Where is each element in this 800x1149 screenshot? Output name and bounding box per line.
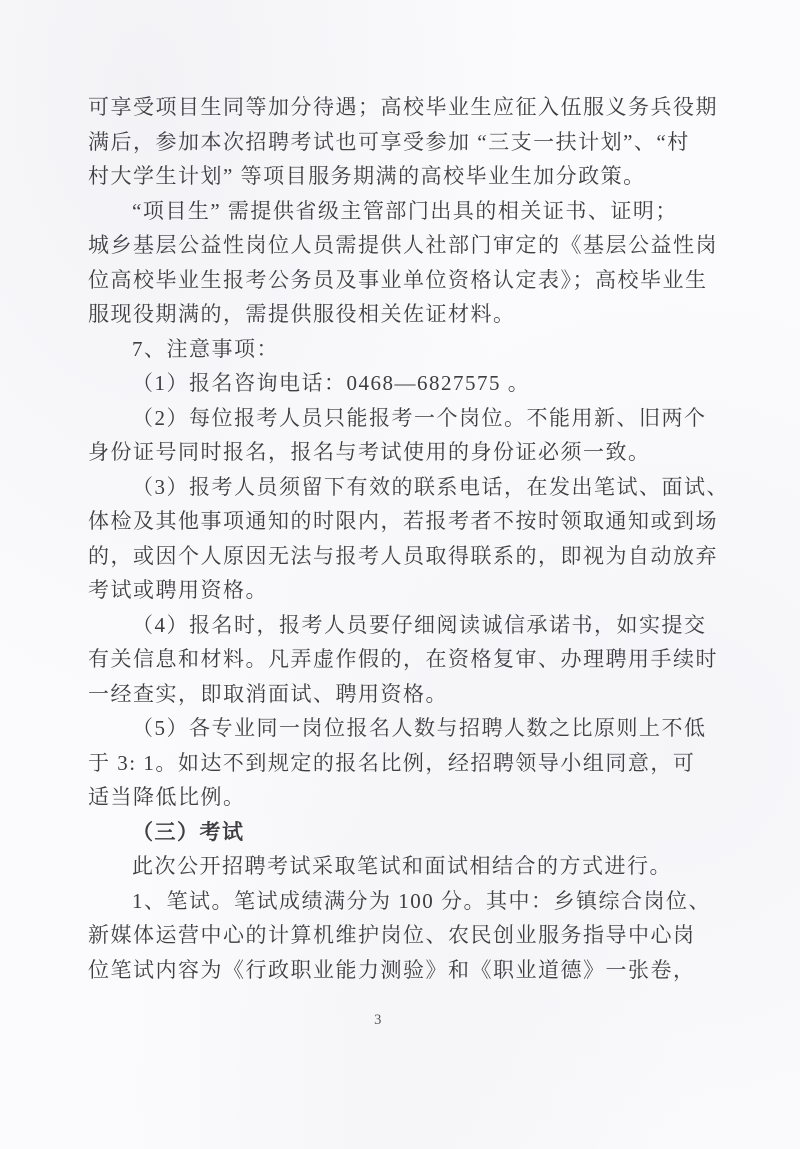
document-body: [88, 90, 728, 987]
text-line: 新媒体运营中心的计算机维护岗位、农民创业服务指导中心岗: [88, 923, 696, 947]
text-line: 城乡基层公益性岗位人员需提供人社部门审定的《基层公益性岗: [88, 233, 718, 257]
text-line: 位高校毕业生报考公务员及事业单位资格认定表》；高校毕业生: [88, 267, 708, 292]
text-line: 1、笔试。笔试成绩满分为 100 分。其中：乡镇综合岗位、: [132, 888, 711, 913]
text-line: 此次公开招聘考试采取笔试和面试相结合的方式进行。: [132, 854, 672, 878]
text-line: 适当降低比例。: [88, 785, 246, 809]
text-line: 一经查实，即取消面试、聘用资格。: [88, 681, 448, 706]
text-line: “项目生” 需提供省级主管部门出具的相关证书、证明；: [132, 198, 678, 223]
text-line: （3）报考人员须留下有效的联系电话，在发出笔试、面试、: [132, 474, 729, 499]
text-line: （三）考试: [132, 819, 245, 844]
text-line: 服现役期满的，需提供服役相关佐证材料。: [88, 302, 516, 326]
text-line: 体检及其他事项通知的时限内，若报考者不按时领取通知或到场: [88, 509, 718, 533]
text-line: 的，或因个人原因无法与报考人员取得联系的，即视为自动放弃: [88, 543, 718, 568]
text-line: 考试或聘用资格。: [88, 578, 268, 602]
text-line: 有关信息和材料。凡弄虚作假的，在资格复审、办理聘用手续时: [88, 647, 718, 671]
text-line: 位笔试内容为《行政职业能力测验》和《职业道德》一张卷，: [88, 957, 696, 982]
text-line: 7、注意事项：: [132, 336, 279, 361]
text-line: （1）报名咨询电话：0468—6827575 。: [132, 371, 531, 395]
text-line: （5）各专业同一岗位报名人数与招聘人数之比原则上不低: [132, 716, 707, 740]
text-line: 于 3: 1。如达不到规定的报名比例，经招聘领导小组同意，可: [88, 750, 696, 775]
page-number: 3: [374, 1012, 382, 1028]
text-line: 可享受项目生同等加分待遇；高校毕业生应征入伍服义务兵役期: [88, 95, 718, 119]
text-line: （4）报名时，报考人员要仔细阅读诚信承诺书，如实提交: [132, 612, 707, 637]
text-line: （2）每位报考人员只能报考一个岗位。不能用新、旧两个: [132, 405, 707, 430]
text-line: 村大学生计划” 等项目服务期满的高校毕业生加分政策。: [88, 164, 646, 188]
text-line: 身份证号同时报名，报名与考试使用的身份证必须一致。: [88, 440, 651, 464]
text-line: 满后，参加本次招聘考试也可享受参加 “三支一扶计划”、“村: [88, 129, 690, 154]
